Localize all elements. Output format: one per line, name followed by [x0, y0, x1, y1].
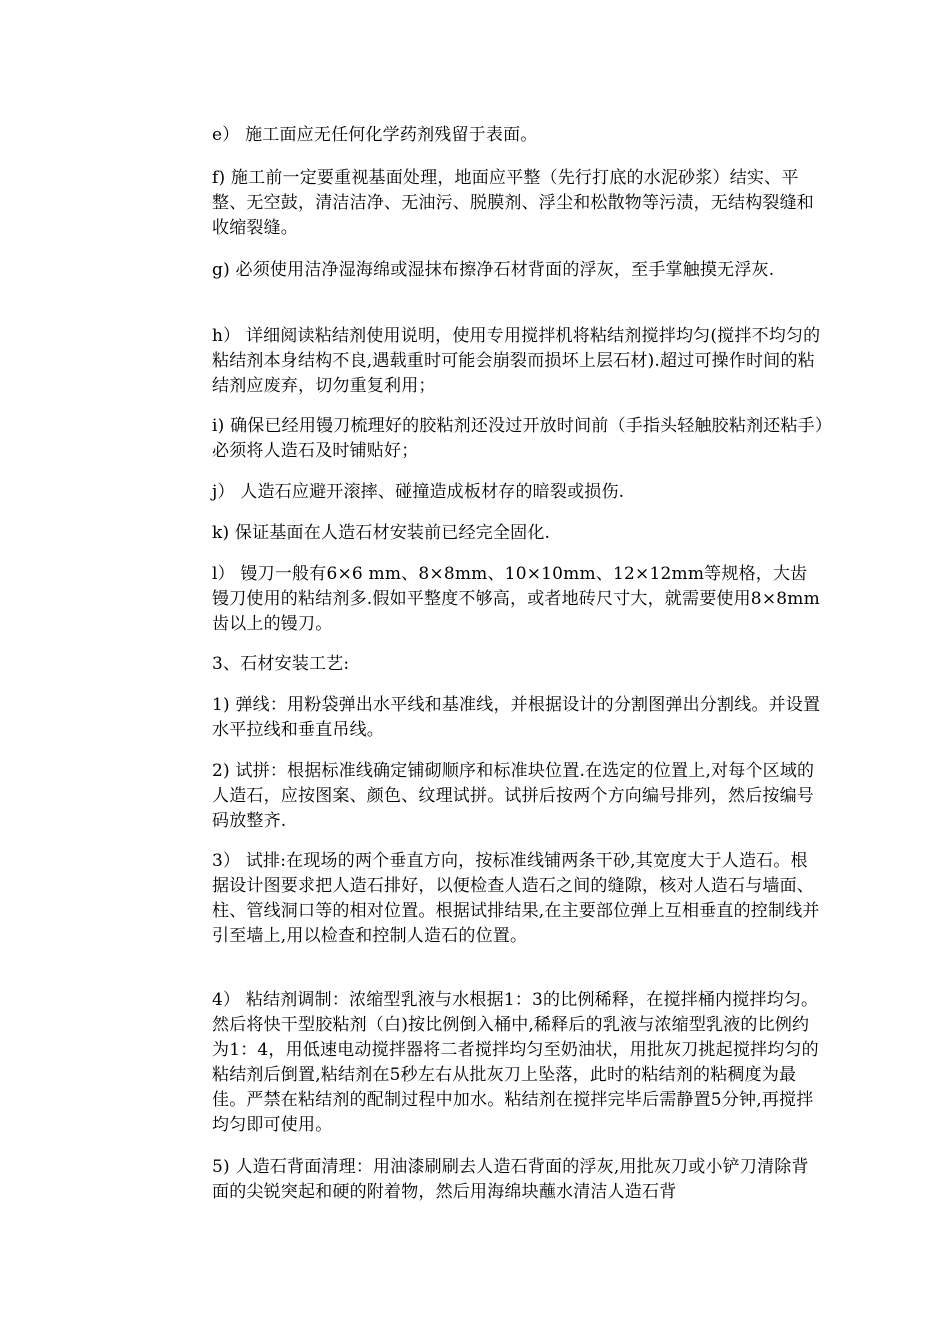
paragraph-k: k) 保证基面在人造石材安装前已经完全固化. [212, 523, 551, 543]
step-5-paragraph: 5) 人造石背面清理：用油漆刷刷去人造石背面的浮灰,用批灰刀或小铲刀清除背面的尖锐突起和硬的附着物，然后用海绵块蘸水清洁人造石背 [212, 1157, 809, 1202]
step-3-paragraph: 3） 试排:在现场的两个垂直方向，按标准线铺两条干砂,其宽度大于人造石。根据设计图要求把人造石排好，以便检查人造石之间的缝隙，核对人造石与墙面、柱、管线洞口等的相对位置。根据试排结果,在主要部位弹上互相垂直的控制线并引至墙上,用以检查和控制人造石的位置。 [212, 851, 820, 946]
paragraph-j: j） 人造石应避开滚摔、碰撞造成板材存的暗裂或损伤. [212, 482, 625, 502]
paragraph-g: g) 必须使用洁净湿海绵或湿抹布擦净石材背面的浮灰，至手掌触摸无浮灰. [212, 260, 775, 280]
step-4-paragraph: 4） 粘结剂调制：浓缩型乳液与水根据1：3的比例稀释，在搅拌桶内搅拌均匀。然后将快干型胶粘剂（白)按比例倒入桶中,稀释后的乳液与浓缩型乳液的比例约为1：4，用低速电动搅拌器将二者搅拌均匀至奶油状，用批灰刀挑起搅拌均匀的粘结剂后倒置,粘结剂在5秒左右从批灰刀上坠落，此时的粘结剂的粘稠度为最佳。严禁在粘结剂的配制过程中加水。粘结剂在搅拌完毕后需静置5分钟,再搅拌均匀即可使用。 [212, 990, 819, 1135]
paragraph-i: i) 确保已经用镘刀梳理好的胶粘剂还没过开放时间前（手指头轻触胶粘剂还粘手）必须将人造石及时铺贴好； [212, 416, 824, 461]
step-1-paragraph: 1) 弹线：用粉袋弹出水平线和基准线，并根据设计的分割图弹出分割线。并设置水平拉线和垂直吊线。 [212, 695, 821, 740]
paragraph-f: f) 施工前一定要重视基面处理，地面应平整（先行打底的水泥砂浆）结实、平整、无空鼓，清洁洁净、无油污、脱膜剂、浮尘和松散物等污渍，无结构裂缝和收缩裂缝。 [212, 168, 814, 238]
section-heading: 3、石材安装工艺: [212, 654, 350, 674]
paragraph-h: h） 详细阅读粘结剂使用说明，使用专用搅拌机将粘结剂搅拌均匀(搅拌不均匀的粘结剂本身结构不良,遇载重时可能会崩裂而损坏上层石材).超过可操作时间的粘结剂应废弃，切勿重复利用； [212, 326, 821, 396]
paragraph-l: l） 镘刀一般有6×6 mm、8×8mm、10×10mm、12×12mm等规格，大齿镘刀使用的粘结剂多.假如平整度不够高，或者地砖尺寸大，就需要使用8×8mm齿以上的镘刀。 [212, 564, 820, 634]
paragraph-e: e） 施工面应无任何化学药剂残留于表面。 [212, 125, 538, 145]
step-2-paragraph: 2) 试拼：根据标准线确定铺砌顺序和标准块位置.在选定的位置上,对每个区域的人造石，应按图案、颜色、纹理试拼。试拼后按两个方向编号排列，然后按编号码放整齐. [212, 761, 815, 831]
